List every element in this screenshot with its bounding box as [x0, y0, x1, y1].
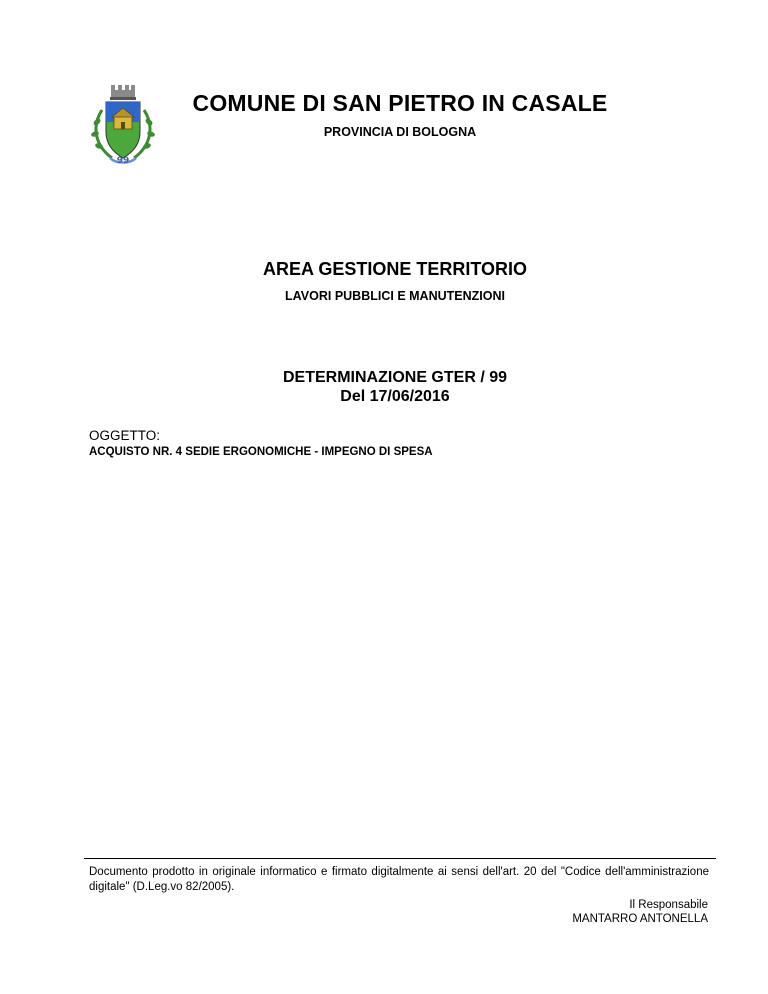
footer-divider — [84, 858, 716, 859]
determination-number: DETERMINAZIONE GTER / 99 — [282, 369, 508, 386]
province-subtitle: PROVINCIA DI BOLOGNA — [323, 125, 477, 139]
municipality-title: COMUNE DI SAN PIETRO IN CASALE — [192, 90, 608, 116]
subject-label: OGGETTO: — [89, 428, 161, 443]
subject-text: ACQUISTO NR. 4 SEDIE ERGONOMICHE - IMPEGNO DI SPESA — [89, 446, 433, 458]
shield-icon — [106, 102, 140, 158]
area-subheading: LAVORI PUBBLICI E MANUTENZIONI — [285, 289, 505, 303]
signer-name: MANTARRO ANTONELLA — [572, 913, 708, 925]
digital-signature-note: Documento prodotto in originale informatico e firmato digitalmente ai sensi dell'art. 20 del "Codice dell'amministrazione digitale" (D.Leg.vo 82/2005). — [89, 866, 709, 893]
determination-date: Del 17/06/2016 — [340, 388, 450, 405]
signer-role: Il Responsabile — [629, 899, 708, 911]
coat-of-arms-icon — [86, 80, 160, 170]
area-heading: AREA GESTIONE TERRITORIO — [262, 259, 528, 279]
crest-lettering: 99 — [116, 156, 130, 166]
crown-icon — [110, 85, 136, 100]
ribbon-icon — [110, 156, 136, 166]
